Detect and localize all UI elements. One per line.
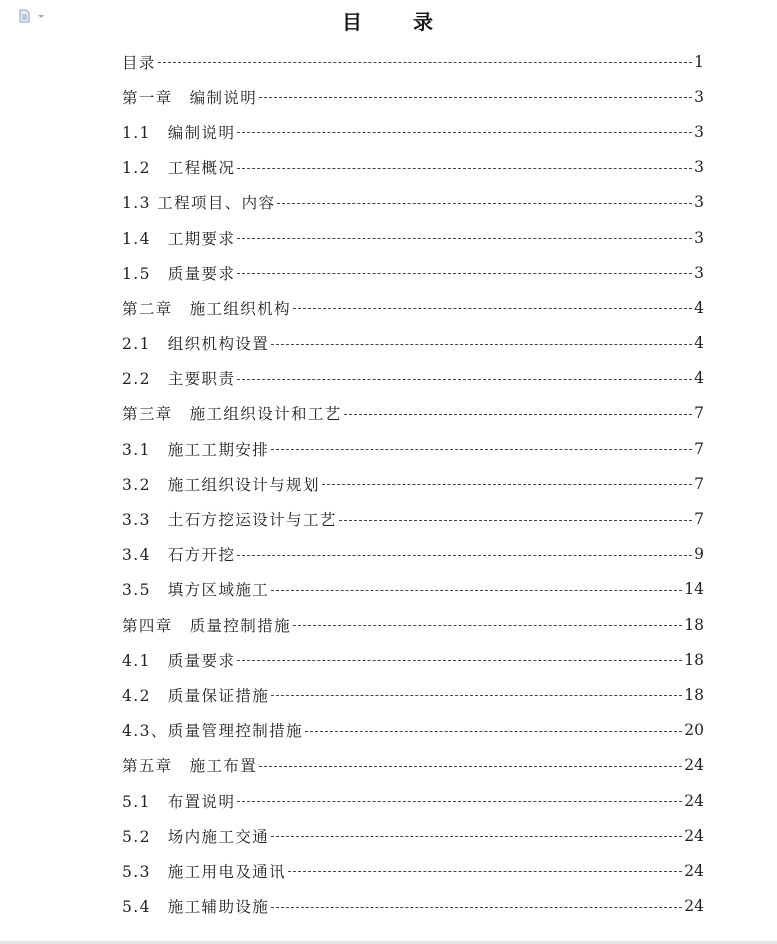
- toc-entry-label: 2.2 主要职责: [122, 370, 236, 389]
- toc-leader: [237, 555, 692, 556]
- toc-entry-page: 20: [684, 721, 704, 740]
- toc-entry[interactable]: [122, 607, 704, 642]
- toc-entry-page: 24: [684, 791, 704, 810]
- toc-entry-label: 4.1 质量要求: [122, 651, 236, 670]
- toc-leader: [344, 414, 692, 415]
- toc-entry-page: 7: [694, 510, 704, 529]
- toc-entry[interactable]: [122, 466, 704, 501]
- toc-entry[interactable]: [122, 677, 704, 712]
- toc-entry-label: 5.1 布置说明: [122, 792, 236, 811]
- toc-entry-label: 5.4 施工辅助设施: [122, 898, 270, 917]
- toc-entry-page: 7: [694, 474, 704, 493]
- toc-leader: [259, 97, 692, 98]
- toc-entry-page: 14: [684, 580, 704, 599]
- toc-entry[interactable]: [122, 642, 704, 677]
- toc-leader: [237, 168, 692, 169]
- toc-entry[interactable]: [122, 79, 704, 114]
- toc-leader: [237, 238, 692, 239]
- toc-leader: [259, 766, 682, 767]
- toc-leader: [277, 203, 692, 204]
- toc-entry-label: 第三章 施工组织设计和工艺: [122, 405, 342, 424]
- toc-entry-page: 4: [694, 334, 704, 353]
- toc-entry-page: 18: [684, 685, 704, 704]
- toc-entry-label: 1.2 工程概况: [122, 159, 236, 178]
- toc-entry-label: 目录: [122, 53, 156, 72]
- toc-entry[interactable]: [122, 572, 704, 607]
- toc-entry-label: 第四章 质量控制措施: [122, 616, 292, 635]
- toc-leader: [322, 484, 692, 485]
- toc-entry[interactable]: [122, 326, 704, 361]
- toc-entry-page: 7: [694, 404, 704, 423]
- toc-entry-label: 3.4 石方开挖: [122, 546, 236, 565]
- toc-leader: [293, 308, 692, 309]
- toc-entry[interactable]: [122, 889, 704, 924]
- toc-entry-page: 4: [694, 369, 704, 388]
- toc-leader: [305, 731, 682, 732]
- toc-entry[interactable]: [122, 501, 704, 536]
- toc-entry[interactable]: [122, 748, 704, 783]
- toc-entry[interactable]: [122, 150, 704, 185]
- toc-entry-label: 4.3、质量管理控制措施: [122, 722, 303, 741]
- toc-entry-label: 第二章 施工组织机构: [122, 299, 292, 318]
- toc-leader: [237, 132, 692, 133]
- toc-entry-page: 24: [684, 861, 704, 880]
- toc-entry-page: 18: [684, 615, 704, 634]
- toc-leader: [271, 590, 682, 591]
- toc-entry[interactable]: [122, 220, 704, 255]
- toc-entry-page: 24: [684, 897, 704, 916]
- toc-leader: [237, 379, 692, 380]
- toc-entry-label: 1.5 质量要求: [122, 264, 236, 283]
- toc-entry[interactable]: [122, 783, 704, 818]
- toc-entry-label: 3.3 土石方挖运设计与工艺: [122, 511, 337, 530]
- toc-entry[interactable]: [122, 818, 704, 853]
- toc-entry-page: 3: [694, 122, 704, 141]
- toc-entry-page: 3: [694, 158, 704, 177]
- toc-entry[interactable]: [122, 853, 704, 888]
- toc-entry[interactable]: [122, 537, 704, 572]
- toc-entry-page: 4: [694, 298, 704, 317]
- toc-leader: [271, 695, 682, 696]
- toc-entry[interactable]: [122, 114, 704, 149]
- toc-entry-page: 24: [684, 756, 704, 775]
- page-title: 目 录: [342, 10, 435, 34]
- toc-leader: [237, 273, 692, 274]
- toc-entry[interactable]: [122, 185, 704, 220]
- toc-leader: [158, 62, 692, 63]
- table-of-contents: [122, 44, 704, 924]
- toc-leader: [237, 801, 682, 802]
- toc-entry-page: 7: [694, 439, 704, 458]
- toc-entry-label: 5.2 场内施工交通: [122, 827, 270, 846]
- toc-entry-label: 3.5 填方区域施工: [122, 581, 270, 600]
- toc-entry-label: 2.1 组织机构设置: [122, 335, 270, 354]
- toc-entry[interactable]: [122, 361, 704, 396]
- toc-entry[interactable]: [122, 44, 704, 79]
- toc-entry-page: 1: [694, 52, 704, 71]
- toc-entry[interactable]: [122, 255, 704, 290]
- toc-entry-label: 第五章 施工布置: [122, 757, 258, 776]
- toc-entry[interactable]: [122, 431, 704, 466]
- toc-entry-label: 1.4 工期要求: [122, 229, 236, 248]
- toc-leader: [271, 344, 692, 345]
- toc-entry-label: 3.1 施工工期安排: [122, 440, 270, 459]
- toc-leader: [288, 871, 682, 872]
- toc-leader: [271, 836, 682, 837]
- toc-leader: [237, 660, 682, 661]
- toc-entry-page: 3: [694, 87, 704, 106]
- toc-entry-label: 1.1 编制说明: [122, 123, 236, 142]
- toc-entry-page: 18: [684, 650, 704, 669]
- toc-entry-page: 3: [694, 263, 704, 282]
- toc-entry[interactable]: [122, 713, 704, 748]
- toc-entry-label: 1.3 工程项目、内容: [122, 194, 276, 213]
- toc-entry-label: 4.2 质量保证措施: [122, 686, 270, 705]
- toc-entry-label: 3.2 施工组织设计与规划: [122, 475, 320, 494]
- toc-entry[interactable]: [122, 290, 704, 325]
- toc-entry-page: 24: [684, 826, 704, 845]
- toc-leader: [271, 907, 682, 908]
- toc-entry-page: 3: [694, 193, 704, 212]
- toc-entry-page: 9: [694, 545, 704, 564]
- toc-leader: [339, 520, 692, 521]
- toc-entry-label: 第一章 编制说明: [122, 88, 258, 107]
- toc-leader: [271, 449, 692, 450]
- toc-entry-label: 5.3 施工用电及通讯: [122, 862, 287, 881]
- toc-entry-page: 3: [694, 228, 704, 247]
- toc-leader: [293, 625, 682, 626]
- toc-entry[interactable]: [122, 396, 704, 431]
